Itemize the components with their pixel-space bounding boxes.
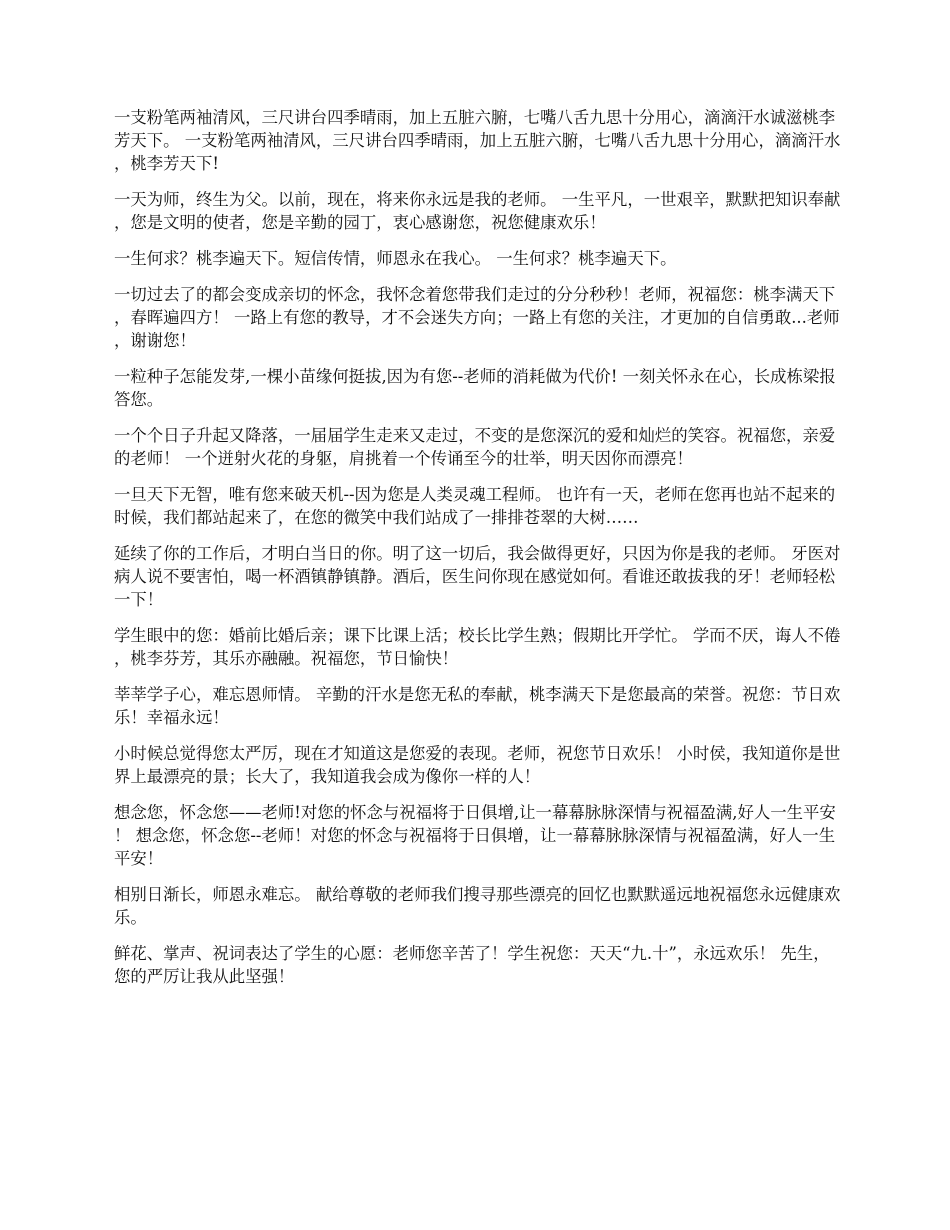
paragraph-8: 延续了你的工作后，才明白当日的你。明了这一切后，我会做得更好，只因为你是我的老师。 牙医对病人说不要害怕，喝一杯酒镇静镇静。酒后，医生问你现在感觉如何。看谁还敢拔我的牙！老师轻松一下！ [114,544,841,609]
paragraph-11: 小时候总觉得您太严厉，现在才知道这是您爱的表现。老师，祝您节日欢乐！ 小时侯，我知道你是世界上最漂亮的景；长大了，我知道我会成为像你一样的人！ [114,744,841,786]
paragraph-4: 一切过去了的都会变成亲切的怀念，我怀念着您带我们走过的分分秒秒！老师，祝福您：桃李满天下，春晖遍四方！ 一路上有您的教导，才不会迷失方向；一路上有您的关注，才更加的自信勇敢...老师，谢谢您！ [114,285,840,350]
document-page [114,106,842,1001]
paragraph-10: 莘莘学子心，难忘恩师情。 辛勤的汗水是您无私的奉献，桃李满天下是您最高的荣誉。祝您：节日欢乐！幸福永远！ [114,685,841,727]
paragraph-5: 一粒种子怎能发芽,一棵小苗缘何挺拔,因为有您--老师的消耗做为代价! 一刻关怀永在心，长成栋梁报答您。 [114,367,836,409]
paragraph-14: 鲜花、掌声、祝词表达了学生的心愿：老师您辛苦了！学生祝您：天天“九.十”，永远欢乐！ 先生，您的严厉让我从此坚强！ [114,944,830,986]
paragraph-6: 一个个日子升起又降落，一届届学生走来又走过，不变的是您深沉的爱和灿烂的笑容。祝福您，亲爱的老师！ 一个迸射火花的身躯，肩挑着一个传诵至今的壮举，明天因你而漂亮！ [114,426,836,468]
paragraph-2: 一天为师，终生为父。以前，现在，将来你永远是我的老师。 一生平凡，一世艰辛，默默把知识奉献，您是文明的使者，您是辛勤的园丁，衷心感谢您，祝您健康欢乐！ [114,190,841,232]
paragraph-9: 学生眼中的您：婚前比婚后亲；课下比课上活；校长比学生熟；假期比开学忙。 学而不厌，诲人不倦，桃李芬芳，其乐亦融融。祝福您，节日愉快！ [114,626,841,668]
paragraph-13: 相别日渐长，师恩永难忘。 献给尊敬的老师我们搜寻那些漂亮的回忆也默默遥远地祝福您永远健康欢乐。 [114,885,841,927]
paragraph-1: 一支粉笔两袖清风，三尺讲台四季晴雨，加上五脏六腑，七嘴八舌九思十分用心，滴滴汗水诚滋桃李芳天下。 一支粉笔两袖清风，三尺讲台四季晴雨，加上五脏六腑，七嘴八舌九思十分用心，滴滴汗水，桃李芳天下! [114,108,841,173]
paragraph-12: 想念您，怀念您——老师!对您的怀念与祝福将于日俱增,让一幕幕脉脉深情与祝福盈满,好人一生平安！ 想念您，怀念您--老师！对您的怀念与祝福将于日俱增，让一幕幕脉脉深情与祝福盈满，好人一生平安！ [114,803,836,868]
paragraph-7: 一旦天下无智，唯有您来破天机--因为您是人类灵魂工程师。 也许有一天，老师在您再也站不起来的时候，我们都站起来了，在您的微笑中我们站成了一排排苍翠的大树…… [114,485,836,527]
paragraph-3: 一生何求？桃李遍天下。短信传情，师恩永在我心。 一生何求？桃李遍天下。 [114,249,677,268]
